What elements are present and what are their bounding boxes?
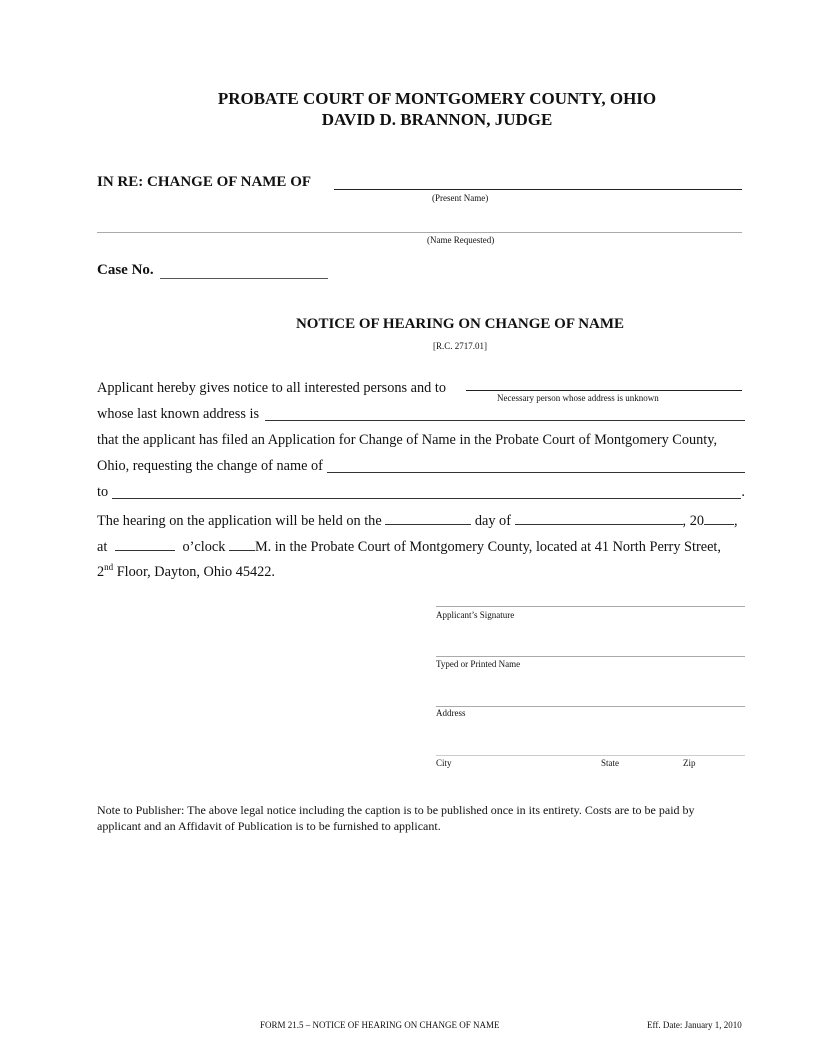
state-label: State bbox=[601, 758, 619, 768]
name-requested-field[interactable] bbox=[97, 232, 742, 233]
form-number: FORM 21.5 – NOTICE OF HEARING ON CHANGE OF NAME bbox=[260, 1020, 500, 1030]
superscript: nd bbox=[104, 562, 114, 572]
city-label: City bbox=[436, 758, 452, 768]
notice-text: M. in the Probate Court of Montgomery County, located at 41 North Perry Street, bbox=[254, 539, 721, 555]
address-label: Address bbox=[436, 708, 466, 718]
hearing-time-field[interactable] bbox=[115, 536, 175, 551]
court-name: PROBATE COURT OF MONTGOMERY COUNTY, OHIO bbox=[217, 89, 657, 108]
hearing-month-field[interactable] bbox=[515, 510, 683, 525]
notice-text: at bbox=[97, 539, 108, 555]
notice-line-4 bbox=[97, 458, 745, 475]
notice-line-5 bbox=[97, 484, 745, 501]
hearing-year-field[interactable] bbox=[704, 510, 734, 525]
period: . bbox=[741, 484, 745, 500]
notice-line-3: that the applicant has filed an Application for Change of Name in the Probate Court of Montgomery County, bbox=[97, 432, 718, 448]
present-name-label: (Present Name) bbox=[432, 193, 489, 203]
necessary-person-label: Necessary person whose address is unknown bbox=[497, 393, 659, 403]
current-name-field[interactable] bbox=[327, 458, 745, 473]
case-no-field[interactable] bbox=[160, 278, 328, 279]
new-name-field[interactable] bbox=[112, 484, 741, 499]
notice-text: Applicant hereby gives notice to all interested persons and to bbox=[97, 380, 446, 396]
notice-text: The hearing on the application will be held on the bbox=[97, 513, 382, 529]
address-field[interactable] bbox=[436, 706, 745, 707]
notice-text: day of bbox=[474, 513, 511, 529]
present-name-field[interactable] bbox=[334, 189, 742, 190]
signature-field[interactable] bbox=[436, 606, 745, 607]
notice-title: NOTICE OF HEARING ON CHANGE OF NAME bbox=[295, 316, 625, 332]
notice-text: , 20 bbox=[682, 513, 704, 529]
publisher-note-line-2: applicant and an Affidavit of Publication is to be furnished to applicant. bbox=[97, 819, 441, 833]
notice-text: , bbox=[734, 513, 738, 529]
notice-text: o’clock bbox=[182, 539, 226, 555]
notice-text: 2 bbox=[97, 563, 105, 580]
statute-ref: [R.C. 2717.01] bbox=[433, 341, 487, 351]
notice-text: to bbox=[97, 484, 109, 500]
notice-text: Floor, Dayton, Ohio 45422. bbox=[113, 563, 276, 580]
notice-text: whose last known address is bbox=[97, 406, 260, 422]
notice-line-8 bbox=[97, 562, 745, 581]
effective-date: Eff. Date: January 1, 2010 bbox=[647, 1020, 742, 1030]
name-requested-label: (Name Requested) bbox=[427, 235, 495, 245]
city-state-zip-field[interactable] bbox=[436, 755, 745, 756]
printed-name-label: Typed or Printed Name bbox=[436, 659, 521, 669]
notice-line-7 bbox=[97, 536, 745, 556]
notice-text: Ohio, requesting the change of name of bbox=[97, 458, 323, 474]
printed-name-field[interactable] bbox=[436, 656, 745, 657]
in-re-label: IN RE: CHANGE OF NAME OF bbox=[97, 174, 312, 190]
last-known-address-field[interactable] bbox=[265, 406, 745, 421]
hearing-day-field[interactable] bbox=[385, 510, 471, 525]
necessary-person-field[interactable] bbox=[466, 390, 742, 391]
publisher-note-line-1: Note to Publisher: The above legal notice including the caption is to be published once in its entirety. Costs are to be paid by bbox=[97, 803, 695, 817]
notice-line-6 bbox=[97, 510, 745, 530]
am-pm-field[interactable] bbox=[229, 536, 255, 551]
notice-line-2 bbox=[97, 406, 745, 423]
judge-name: DAVID D. BRANNON, JUDGE bbox=[321, 110, 553, 129]
case-no-label: Case No. bbox=[97, 262, 154, 278]
zip-label: Zip bbox=[683, 758, 696, 768]
signature-label: Applicant’s Signature bbox=[436, 610, 515, 620]
